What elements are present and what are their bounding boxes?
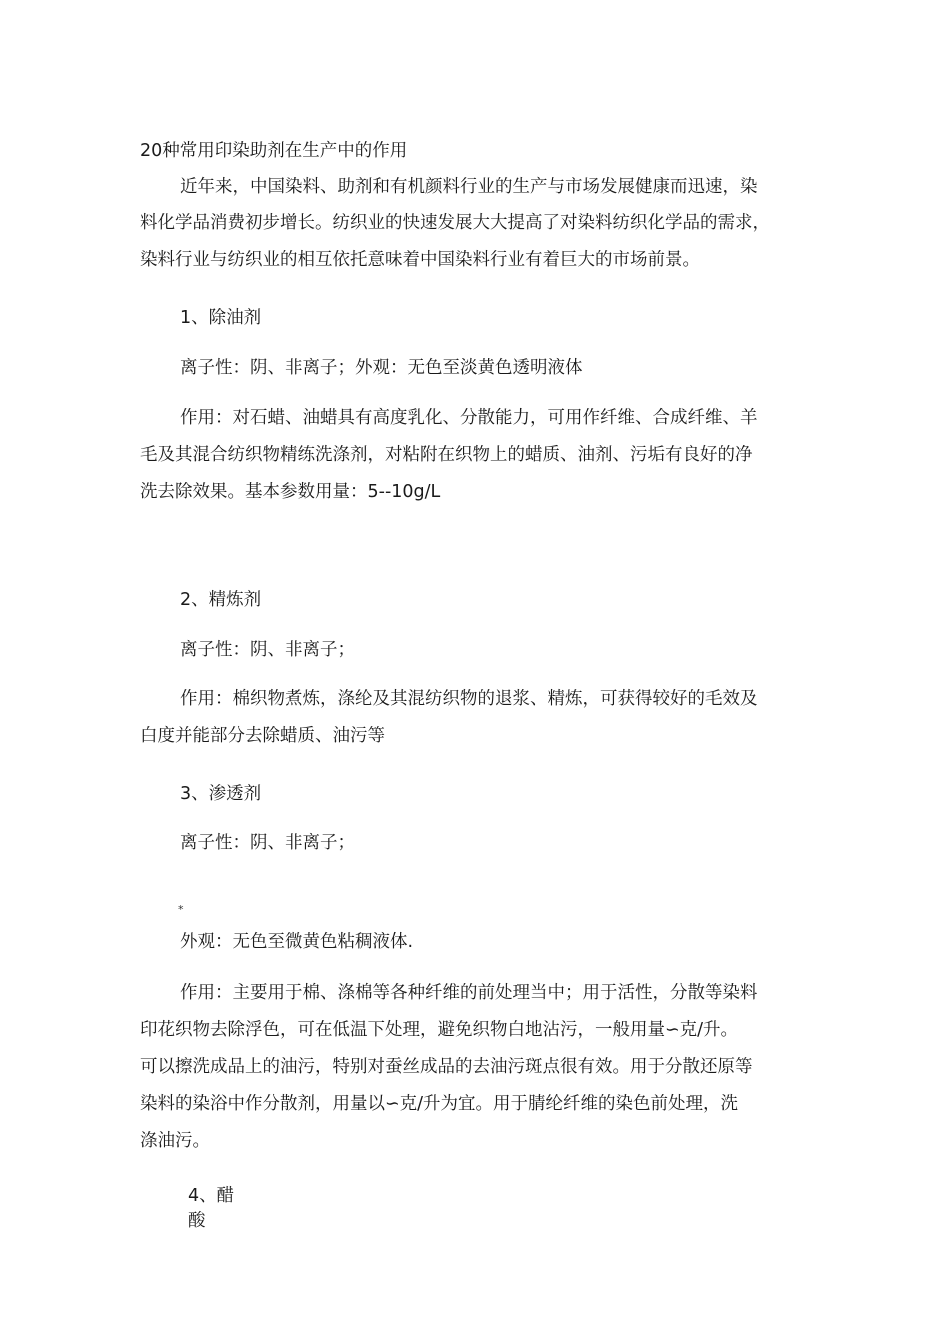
section-2-heading: 2、精炼剂 (180, 590, 262, 610)
section-2-usage-line-2: 白度并能部分去除蜡质、油污等 (140, 726, 385, 746)
section-4-heading-line-2: 酸 (188, 1211, 206, 1231)
section-3-appearance: 外观：无色至微黄色粘稠液体. (180, 932, 414, 952)
section-3-heading: 3、渗透剂 (180, 784, 262, 804)
section-1-usage-line-3: 洗去除效果。基本参数用量：5--10g/L (140, 482, 441, 502)
section-1-usage-line-2: 毛及其混合纺织物精练洗涤剂，对粘附在织物上的蜡质、油剂、污垢有良好的净 (140, 445, 753, 465)
section-3-usage-line-4: 染料的染浴中作分散剂，用量以∽克/升为宜。用于腈纶纤维的染色前处理，洗 (140, 1094, 739, 1114)
section-4-heading-line-1: 4、醋 (188, 1186, 235, 1206)
intro-line-1: 近年来，中国染料、助剂和有机颜料行业的生产与市场发展健康而迅速，染 (180, 177, 758, 197)
section-2-ionicity: 离子性：阴、非离子； (180, 640, 355, 660)
section-2-usage-line-1: 作用：棉织物煮炼，涤纶及其混纺织物的退浆、精炼，可获得较好的毛效及 (180, 689, 758, 709)
section-3-usage-line-1: 作用：主要用于棉、涤棉等各种纤维的前处理当中；用于活性，分散等染料 (180, 983, 758, 1003)
document-title: 20种常用印染助剂在生产中的作用 (140, 141, 408, 161)
section-1-ionicity: 离子性：阴、非离子；外观：无色至淡黄色透明液体 (180, 358, 583, 378)
section-3-usage-line-2: 印花织物去除浮色，可在低温下处理，避免织物白地沾污，一般用量∽克/升。 (140, 1020, 739, 1040)
intro-line-2: 料化学品消费初步增长。纺织业的快速发展大大提高了对染料纺织化学品的需求， (140, 213, 770, 233)
section-3-usage-line-3: 可以擦洗成品上的油污，特别对蚕丝成品的去油污斑点很有效。用于分散还原等 (140, 1057, 753, 1077)
section-1-heading: 1、除油剂 (180, 308, 262, 328)
section-3-usage-line-5: 涤油污。 (140, 1131, 210, 1151)
section-3-ionicity: 离子性：阴、非离子； (180, 833, 355, 853)
stray-mark: * (178, 903, 184, 916)
intro-line-3: 染料行业与纺织业的相互依托意味着中国染料行业有着巨大的市场前景。 (140, 250, 700, 270)
section-1-usage-line-1: 作用：对石蜡、油蜡具有高度乳化、分散能力，可用作纤维、合成纤维、羊 (180, 408, 758, 428)
